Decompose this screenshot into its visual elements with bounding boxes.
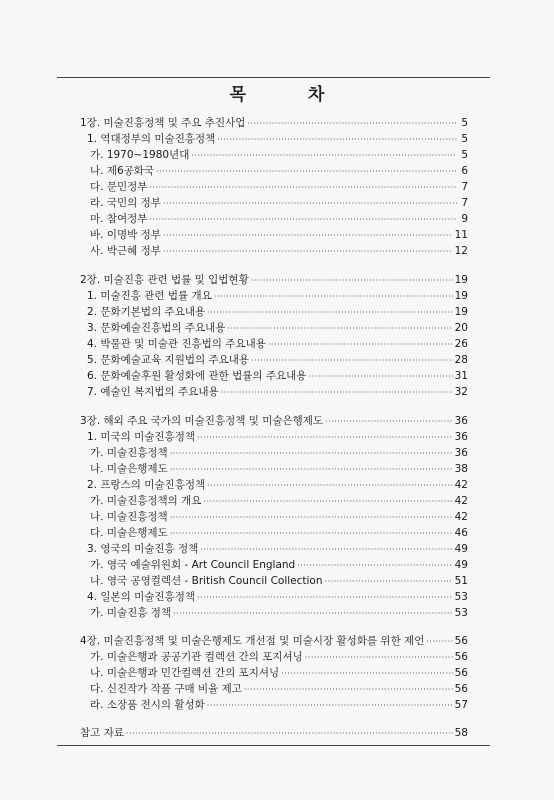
toc-page-number: 46 [454, 527, 468, 539]
toc-label: 1. 역대정부의 미술진흥정책 [87, 133, 216, 145]
toc-page-number: 9 [461, 213, 468, 225]
toc-entry[interactable] [87, 385, 468, 400]
toc-leader [297, 559, 452, 573]
toc-page-number: 19 [454, 274, 468, 286]
toc-leader [305, 651, 453, 665]
toc-label: 1. 미국의 미술진흥정책 [87, 431, 195, 443]
toc-entry[interactable] [87, 289, 468, 304]
toc-leader [207, 306, 453, 320]
toc-leader [217, 133, 457, 147]
toc-leader [251, 274, 453, 288]
toc-label: 3. 영국의 미술진흥 정책 [87, 543, 199, 555]
toc-entry[interactable] [90, 574, 468, 589]
page-title: 목 차 [229, 85, 353, 105]
toc-page-number: 53 [454, 607, 468, 619]
toc-leader [251, 354, 453, 368]
toc-page-number: 42 [454, 495, 468, 507]
toc-leader [156, 165, 457, 179]
toc-entry[interactable] [87, 590, 468, 605]
toc-page-number: 56 [454, 635, 468, 647]
toc-leader [163, 229, 453, 243]
toc-label: 1. 미술진흥 관련 법률 개요 [87, 290, 212, 302]
toc-label: 라. 소장품 전시의 활성화 [90, 699, 205, 711]
toc-entry[interactable] [90, 196, 468, 211]
toc-page-number: 5 [461, 133, 468, 145]
toc-entry[interactable] [90, 494, 468, 509]
toc-entry[interactable] [87, 369, 468, 384]
toc-page-number: 31 [454, 370, 468, 382]
toc-label: 1장. 미술진흥정책 및 주요 추진사업 [80, 117, 246, 129]
toc-page-number: 42 [454, 479, 468, 491]
toc-page-number: 6 [461, 165, 468, 177]
toc-leader [149, 181, 457, 195]
toc-page-number: 38 [454, 463, 468, 475]
toc-label: 마. 참여정부 [90, 213, 148, 225]
toc-entry-chapter-1[interactable] [80, 116, 468, 131]
toc-entry[interactable] [90, 650, 468, 665]
toc-entry[interactable] [90, 446, 468, 461]
toc-entry[interactable] [90, 228, 468, 243]
toc-label: 2. 문화기본법의 주요내용 [87, 306, 206, 318]
top-rule [57, 77, 490, 78]
toc-label: 가. 미술진흥정책의 개요 [90, 495, 202, 507]
toc-leader [268, 338, 453, 352]
toc-leader [191, 149, 457, 163]
toc-entry[interactable] [87, 542, 468, 557]
toc-page-number: 19 [454, 290, 468, 302]
toc-entry[interactable] [90, 558, 468, 573]
toc-page-number: 19 [454, 306, 468, 318]
toc-entry[interactable] [90, 666, 468, 681]
toc-page-number: 20 [454, 322, 468, 334]
toc-label: 나. 미술은행제도 [90, 463, 168, 475]
toc-label: 가. 영국 예술위원회 - Art Council England [90, 559, 296, 571]
toc-leader [170, 447, 453, 461]
toc-page-number: 51 [454, 575, 468, 587]
toc-label: 4장. 미술진흥정책 및 미술은행제도 개선점 및 미술시장 활성화를 위한 제언 [80, 635, 425, 647]
toc-entry[interactable] [90, 244, 468, 259]
toc-label: 라. 국민의 정부 [90, 197, 161, 209]
toc-leader [426, 635, 452, 649]
toc-page-number: 42 [454, 511, 468, 523]
toc-label: 나. 미술진흥정책 [90, 511, 168, 523]
toc-leader [207, 479, 453, 493]
toc-entry-chapter-4[interactable] [80, 634, 468, 649]
toc-page-number: 7 [461, 197, 468, 209]
toc-leader [203, 495, 452, 509]
toc-label: 3장. 해외 주요 국가의 미술진흥정책 및 미술은행제도 [80, 415, 324, 427]
toc-entry[interactable] [90, 606, 468, 621]
toc-entry-chapter-2[interactable] [80, 273, 468, 288]
toc-label: 7. 예술인 복지법의 주요내용 [87, 386, 219, 398]
toc-label: 가. 1970~1980년대 [90, 149, 190, 161]
bottom-rule [57, 745, 490, 746]
toc-page-number: 11 [454, 229, 468, 241]
toc-leader [173, 607, 453, 621]
toc-entry[interactable] [90, 526, 468, 541]
toc-page-number: 36 [454, 431, 468, 443]
toc-page-number: 12 [454, 245, 468, 257]
toc-page-number: 49 [454, 543, 468, 555]
toc-entry[interactable] [90, 212, 468, 227]
toc-label: 나. 제6공화국 [90, 165, 155, 177]
toc-entry[interactable] [90, 164, 468, 179]
toc-label: 다. 문민정부 [90, 181, 148, 193]
toc-entry[interactable] [87, 132, 468, 147]
toc-entry[interactable] [87, 353, 468, 368]
toc-leader [247, 117, 457, 131]
toc-leader [126, 727, 453, 741]
toc-leader [163, 245, 453, 259]
toc-leader [325, 415, 453, 429]
toc-entry[interactable] [90, 698, 468, 713]
toc-entry[interactable] [87, 430, 468, 445]
toc-leader [244, 683, 453, 697]
toc-leader [308, 370, 452, 384]
toc-leader [207, 699, 453, 713]
toc-page-number: 5 [461, 117, 468, 129]
toc-label: 3. 문화예술진흥법의 주요내용 [87, 322, 226, 334]
toc-page-number: 53 [454, 591, 468, 603]
toc-entry[interactable] [90, 148, 468, 163]
toc-label: 나. 미술은행과 민간컬렉션 간의 포지셔닝 [90, 667, 280, 679]
toc-label: 나. 영국 공영컬렉션 - British Council Collection [90, 575, 323, 587]
toc-label: 사. 박근혜 정부 [90, 245, 161, 257]
toc-leader [163, 197, 457, 211]
toc-entry-references[interactable] [80, 726, 468, 741]
toc-entry[interactable] [90, 180, 468, 195]
toc-label: 바. 이명박 정부 [90, 229, 161, 241]
toc-page-number: 36 [454, 415, 468, 427]
toc-label: 가. 미술진흥정책 [90, 447, 168, 459]
toc-entry[interactable] [90, 510, 468, 525]
toc-label: 가. 미술진흥 정책 [90, 607, 172, 619]
toc-page-number: 26 [454, 338, 468, 350]
toc-label: 다. 미술은행제도 [90, 527, 168, 539]
toc-page-number: 56 [454, 683, 468, 695]
toc-leader [149, 213, 457, 227]
toc-leader [227, 322, 452, 336]
toc-leader [170, 527, 453, 541]
toc-leader [214, 290, 453, 304]
toc-page-number: 58 [454, 727, 468, 739]
toc-page-number: 28 [454, 354, 468, 366]
toc-leader [200, 543, 452, 557]
toc-leader [170, 463, 453, 477]
toc-label: 4. 일본의 미술진흥정책 [87, 591, 195, 603]
toc-page-number: 5 [461, 149, 468, 161]
toc-page-number: 32 [454, 386, 468, 398]
toc-leader [170, 511, 453, 525]
toc-entry[interactable] [87, 305, 468, 320]
toc-entry[interactable] [90, 462, 468, 477]
toc-label: 참고 자료 [80, 727, 124, 739]
toc-leader [281, 667, 453, 681]
toc-entry[interactable] [87, 478, 468, 493]
toc-label: 5. 문화예술교육 지원법의 주요내용 [87, 354, 250, 366]
toc-entry[interactable] [87, 337, 468, 352]
toc-page-number: 56 [454, 667, 468, 679]
toc-leader [325, 575, 453, 589]
toc-entry-chapter-3[interactable] [80, 414, 468, 429]
toc-entry[interactable] [90, 682, 468, 697]
toc-label: 다. 신진작가 작품 구매 비율 제고 [90, 683, 242, 695]
toc-page-number: 36 [454, 447, 468, 459]
toc-leader [221, 386, 453, 400]
toc-entry[interactable] [87, 321, 468, 336]
toc-page-number: 56 [454, 651, 468, 663]
toc-page-number: 49 [454, 559, 468, 571]
toc-page-number: 57 [454, 699, 468, 711]
toc-leader [197, 431, 453, 445]
toc-label: 2장. 미술진흥 관련 법률 및 입법현황 [80, 274, 249, 286]
toc-label: 가. 미술은행과 공공기관 컬렉션 간의 포지셔닝 [90, 651, 303, 663]
toc-leader [197, 591, 453, 605]
toc-label: 2. 프랑스의 미술진흥정책 [87, 479, 206, 491]
toc-label: 4. 박물관 및 미술관 진흥법의 주요내용 [87, 338, 266, 350]
toc-page-number: 7 [461, 181, 468, 193]
toc-label: 6. 문화예술후원 활성화에 관한 법률의 주요내용 [87, 370, 307, 382]
